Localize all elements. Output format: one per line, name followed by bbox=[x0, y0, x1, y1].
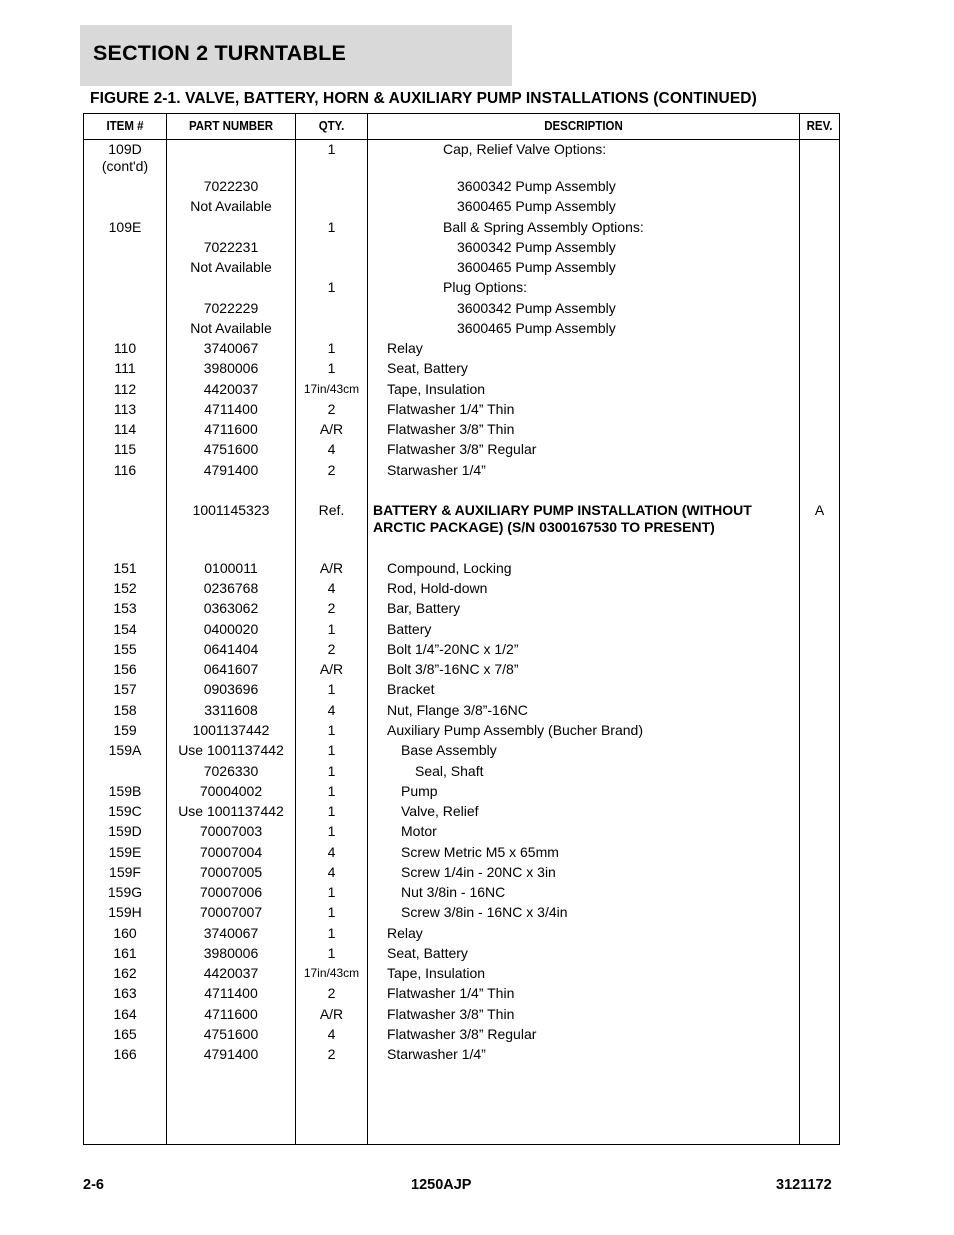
part-number-cell: 4751600 bbox=[203, 1026, 259, 1042]
description-cell: Motor bbox=[401, 823, 437, 839]
qty-cell: 1 bbox=[327, 823, 336, 839]
qty-cell: 1 bbox=[327, 681, 336, 697]
qty-cell: 4 bbox=[327, 844, 336, 860]
item-number-cell: 155 bbox=[113, 641, 137, 657]
qty-cell: 2 bbox=[327, 600, 336, 616]
item-number-cell: 111 bbox=[114, 360, 136, 376]
part-number-cell: 3740067 bbox=[203, 925, 259, 941]
description-cell: Cap, Relief Valve Options: bbox=[443, 141, 607, 157]
qty-cell: A/R bbox=[319, 421, 344, 437]
item-number-cell: 113 bbox=[113, 401, 137, 417]
qty-cell: 1 bbox=[327, 925, 336, 941]
qty-cell: 1 bbox=[327, 945, 336, 961]
column-header-description: DESCRIPTION bbox=[544, 119, 623, 133]
part-number-cell: 70007004 bbox=[199, 844, 263, 860]
qty-cell: Ref. bbox=[318, 502, 345, 518]
part-number-cell: Use 1001137442 bbox=[178, 742, 284, 758]
qty-cell: A/R bbox=[319, 1006, 344, 1022]
part-number-cell: 4751600 bbox=[203, 441, 259, 457]
description-cell: Nut, Flange 3/8”-16NC bbox=[387, 702, 528, 718]
description-cell: Auxiliary Pump Assembly (Bucher Brand) bbox=[387, 722, 643, 738]
description-cell: Seat, Battery bbox=[387, 945, 468, 961]
column-header-qty: QTY. bbox=[318, 119, 345, 133]
description-cell: Nut 3/8in - 16NC bbox=[401, 884, 506, 900]
item-number-cell: 165 bbox=[113, 1026, 137, 1042]
part-number-cell: 7022230 bbox=[203, 178, 259, 194]
part-number-cell: 3740067 bbox=[203, 340, 259, 356]
qty-cell: 1 bbox=[327, 219, 336, 235]
column-header-part-number: PART NUMBER bbox=[188, 119, 274, 133]
qty-cell: 17in/43cm bbox=[303, 382, 360, 396]
description-cell: Flatwasher 1/4” Thin bbox=[387, 985, 515, 1001]
item-number-cell: 157 bbox=[113, 681, 137, 697]
description-cell: Plug Options: bbox=[443, 279, 528, 295]
part-number-cell: 3311608 bbox=[204, 702, 258, 718]
description-cell: Seal, Shaft bbox=[415, 763, 484, 779]
description-cell: Seat, Battery bbox=[387, 360, 468, 376]
item-number-cell: 151 bbox=[113, 560, 137, 576]
part-number-cell: 4420037 bbox=[203, 381, 259, 397]
description-cell: BATTERY & AUXILIARY PUMP INSTALLATION (WITHOUT bbox=[373, 502, 752, 518]
qty-cell: A/R bbox=[319, 661, 344, 677]
qty-cell: 1 bbox=[327, 340, 336, 356]
description-cell: Pump bbox=[401, 783, 438, 799]
description-cell: 3600465 Pump Assembly bbox=[457, 320, 616, 336]
item-number-cell: 152 bbox=[113, 580, 137, 596]
qty-cell: 1 bbox=[327, 742, 336, 758]
description-cell: Bracket bbox=[387, 681, 435, 697]
section-title: SECTION 2 TURNTABLE bbox=[93, 41, 347, 65]
qty-cell: 2 bbox=[327, 641, 336, 657]
part-number-cell: 7026330 bbox=[203, 763, 259, 779]
part-number-cell: 0100011 bbox=[204, 560, 258, 576]
item-number-cell: 109D bbox=[108, 141, 142, 157]
item-number-cell: 166 bbox=[113, 1046, 137, 1062]
description-cell: 3600465 Pump Assembly bbox=[457, 259, 616, 275]
description-cell: Bolt 1/4”-20NC x 1/2” bbox=[387, 641, 519, 657]
description-cell: Flatwasher 3/8” Regular bbox=[387, 441, 537, 457]
part-number-cell: 4711600 bbox=[204, 1006, 258, 1022]
item-number-cell: 154 bbox=[113, 621, 137, 637]
item-number-cell: 163 bbox=[113, 985, 137, 1001]
item-number-cell: 116 bbox=[113, 462, 137, 478]
qty-cell: 17in/43cm bbox=[303, 966, 360, 980]
item-number-cell: 159F bbox=[109, 864, 141, 880]
parts-table bbox=[83, 113, 840, 1145]
part-number-cell: 7022229 bbox=[203, 300, 259, 316]
qty-cell: 4 bbox=[327, 1026, 336, 1042]
description-cell: 3600342 Pump Assembly bbox=[457, 300, 616, 316]
column-divider bbox=[367, 114, 368, 1144]
qty-cell: 1 bbox=[327, 803, 336, 819]
description-cell: Starwasher 1/4” bbox=[387, 462, 486, 478]
part-number-cell: Not Available bbox=[190, 320, 272, 336]
part-number-cell: Not Available bbox=[190, 259, 272, 275]
description-cell: Ball & Spring Assembly Options: bbox=[443, 219, 644, 235]
qty-cell: 1 bbox=[327, 360, 336, 376]
qty-cell: 1 bbox=[327, 763, 336, 779]
item-number-cell: 156 bbox=[113, 661, 137, 677]
column-header-rev: REV. bbox=[806, 119, 833, 133]
qty-cell: 4 bbox=[327, 441, 336, 457]
description-cell: Bar, Battery bbox=[387, 600, 461, 616]
part-number-cell: 4420037 bbox=[203, 965, 259, 981]
part-number-cell: 4791400 bbox=[203, 1046, 259, 1062]
part-number-cell: 4791400 bbox=[203, 462, 259, 478]
description-cell: ARCTIC PACKAGE) (S/N 0300167530 TO PRESENT) bbox=[373, 519, 715, 535]
part-number-cell: 70007007 bbox=[199, 904, 263, 920]
part-number-cell: 0400020 bbox=[203, 621, 259, 637]
figure-title: FIGURE 2-1. VALVE, BATTERY, HORN & AUXILIARY PUMP INSTALLATIONS (CONTINUED) bbox=[90, 90, 757, 107]
part-number-cell: 0236768 bbox=[203, 580, 259, 596]
description-cell: Tape, Insulation bbox=[387, 381, 486, 397]
item-number-cell: 109E bbox=[108, 219, 142, 235]
item-number-cell: 112 bbox=[113, 381, 137, 397]
item-number-cell: 162 bbox=[113, 965, 137, 981]
part-number-cell: 0641607 bbox=[203, 661, 259, 677]
description-cell: Screw Metric M5 x 65mm bbox=[401, 844, 559, 860]
description-cell: Relay bbox=[387, 340, 423, 356]
part-number-cell: 0903696 bbox=[203, 681, 259, 697]
part-number-cell: 0363062 bbox=[203, 600, 259, 616]
part-number-cell: 1001137442 bbox=[192, 722, 270, 738]
part-number-cell: 3980006 bbox=[203, 945, 259, 961]
item-number-cell: (cont'd) bbox=[101, 158, 149, 174]
description-cell: Compound, Locking bbox=[387, 560, 512, 576]
part-number-cell: 70007005 bbox=[199, 864, 263, 880]
qty-cell: A/R bbox=[319, 560, 344, 576]
description-cell: Battery bbox=[387, 621, 432, 637]
header-divider bbox=[84, 139, 839, 140]
description-cell: Screw 3/8in - 16NC x 3/4in bbox=[401, 904, 568, 920]
model-number: 1250AJP bbox=[411, 1177, 472, 1193]
description-cell: Base Assembly bbox=[401, 742, 497, 758]
qty-cell: 2 bbox=[327, 462, 336, 478]
description-cell: 3600465 Pump Assembly bbox=[457, 198, 616, 214]
description-cell: Bolt 3/8”-16NC x 7/8” bbox=[387, 661, 519, 677]
description-cell: Tape, Insulation bbox=[387, 965, 486, 981]
item-number-cell: 158 bbox=[113, 702, 137, 718]
part-number-cell: Use 1001137442 bbox=[178, 803, 284, 819]
description-cell: Rod, Hold-down bbox=[387, 580, 488, 596]
item-number-cell: 160 bbox=[113, 925, 137, 941]
description-cell: 3600342 Pump Assembly bbox=[457, 239, 616, 255]
description-cell: Flatwasher 3/8” Thin bbox=[387, 421, 515, 437]
description-cell: 3600342 Pump Assembly bbox=[457, 178, 616, 194]
part-number-cell: 7022231 bbox=[203, 239, 259, 255]
qty-cell: 2 bbox=[327, 985, 336, 1001]
page-number: 2-6 bbox=[83, 1177, 104, 1193]
part-number-cell: 4711400 bbox=[204, 401, 258, 417]
item-number-cell: 110 bbox=[113, 340, 137, 356]
description-cell: Starwasher 1/4” bbox=[387, 1046, 486, 1062]
item-number-cell: 164 bbox=[113, 1006, 137, 1022]
part-number-cell: 70004002 bbox=[199, 783, 263, 799]
qty-cell: 4 bbox=[327, 580, 336, 596]
description-cell: Flatwasher 3/8” Thin bbox=[387, 1006, 515, 1022]
part-number-cell: 70007003 bbox=[199, 823, 263, 839]
item-number-cell: 159B bbox=[108, 783, 142, 799]
item-number-cell: 159E bbox=[108, 844, 142, 860]
item-number-cell: 159C bbox=[108, 803, 142, 819]
qty-cell: 1 bbox=[327, 722, 336, 738]
description-cell: Screw 1/4in - 20NC x 3in bbox=[401, 864, 556, 880]
item-number-cell: 153 bbox=[113, 600, 137, 616]
qty-cell: 1 bbox=[327, 884, 336, 900]
item-number-cell: 161 bbox=[113, 945, 137, 961]
description-cell: Valve, Relief bbox=[401, 803, 479, 819]
description-cell: Flatwasher 3/8” Regular bbox=[387, 1026, 537, 1042]
part-number-cell: Not Available bbox=[190, 198, 272, 214]
part-number-cell: 70007006 bbox=[199, 884, 263, 900]
item-number-cell: 114 bbox=[113, 421, 137, 437]
part-number-cell: 4711400 bbox=[204, 985, 258, 1001]
qty-cell: 1 bbox=[327, 783, 336, 799]
part-number-cell: 0641404 bbox=[203, 641, 259, 657]
qty-cell: 4 bbox=[327, 864, 336, 880]
qty-cell: 1 bbox=[327, 141, 336, 157]
part-number-cell: 1001145323 bbox=[192, 502, 270, 518]
item-number-cell: 159A bbox=[108, 742, 142, 758]
qty-cell: 2 bbox=[327, 1046, 336, 1062]
section-header bbox=[80, 25, 512, 86]
item-number-cell: 159H bbox=[108, 904, 142, 920]
part-number-cell: 3980006 bbox=[203, 360, 259, 376]
part-number-cell: 4711600 bbox=[204, 421, 258, 437]
qty-cell: 1 bbox=[327, 279, 336, 295]
description-cell: Relay bbox=[387, 925, 423, 941]
qty-cell: 2 bbox=[327, 401, 336, 417]
description-cell: Flatwasher 1/4” Thin bbox=[387, 401, 515, 417]
item-number-cell: 115 bbox=[113, 441, 137, 457]
document-number: 3121172 bbox=[776, 1177, 832, 1193]
qty-cell: 4 bbox=[327, 702, 336, 718]
item-number-cell: 159G bbox=[107, 884, 143, 900]
column-header-item: ITEM # bbox=[106, 119, 144, 133]
item-number-cell: 159D bbox=[108, 823, 142, 839]
qty-cell: 1 bbox=[327, 621, 336, 637]
qty-cell: 1 bbox=[327, 904, 336, 920]
item-number-cell: 159 bbox=[113, 722, 137, 738]
revision-cell: A bbox=[814, 502, 825, 518]
